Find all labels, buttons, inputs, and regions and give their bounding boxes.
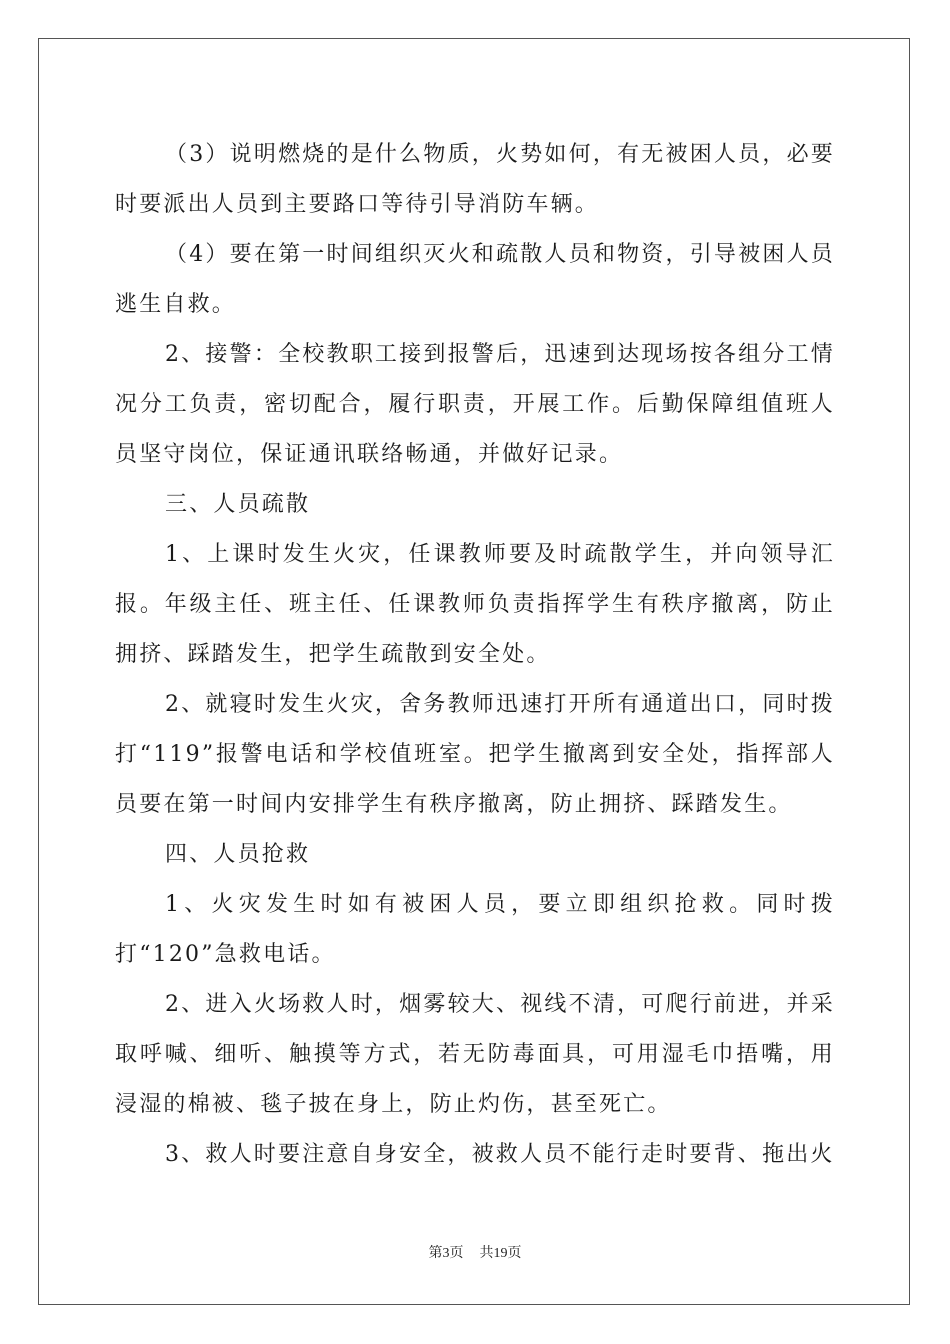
paragraph-enter-fire-scene: 2、进入火场救人时，烟雾较大、视线不清，可爬行前进，并采取呼喊、细听、触摸等方式，若无防毒面具，可用湿毛巾捂嘴，用浸湿的棉被、毯子披在身上，防止灼伤，甚至死亡。: [115, 992, 835, 1117]
paragraph-evacuate-firefight: （4）要在第一时间组织灭火和疏散人员和物资，引导被困人员逃生自救。: [115, 242, 835, 317]
page-total: 共19页: [479, 1246, 522, 1261]
section-heading-evacuation: 三、人员疏散: [165, 492, 311, 517]
page-footer: [0, 1242, 950, 1262]
paragraph-report-details: （3）说明燃烧的是什么物质，火势如何，有无被困人员，必要时要派出人员到主要路口等待引导消防车辆。: [115, 142, 835, 217]
page-number: 第3页: [428, 1246, 464, 1261]
paragraph-dorm-fire: 2、就寝时发生火灾，舍务教师迅速打开所有通道出口，同时拨打“119”报警电话和学校值班室。把学生撤离到安全处，指挥部人员要在第一时间内安排学生有秩序撤离，防止拥挤、踩踏发生。: [115, 692, 835, 817]
section-heading-rescue: 四、人员抢救: [165, 842, 311, 867]
paragraph-rescue-trapped: 1、火灾发生时如有被困人员，要立即组织抢救。同时拨打“120”急救电话。: [115, 892, 835, 967]
paragraph-receive-alarm: 2、接警：全校教职工接到报警后，迅速到达现场按各组分工情况分工负责，密切配合，履行职责，开展工作。后勤保障组值班人员坚守岗位，保证通讯联络畅通，并做好记录。: [115, 342, 835, 467]
paragraph-self-safety: 3、救人时要注意自身安全，被救人员不能行走时要背、拖出火: [165, 1142, 835, 1167]
paragraph-class-fire: 1、上课时发生火灾，任课教师要及时疏散学生，并向领导汇报。年级主任、班主任、任课教师负责指挥学生有秩序撤离，防止拥挤、踩踏发生，把学生疏散到安全处。: [115, 542, 835, 667]
document-body: [115, 130, 835, 1180]
